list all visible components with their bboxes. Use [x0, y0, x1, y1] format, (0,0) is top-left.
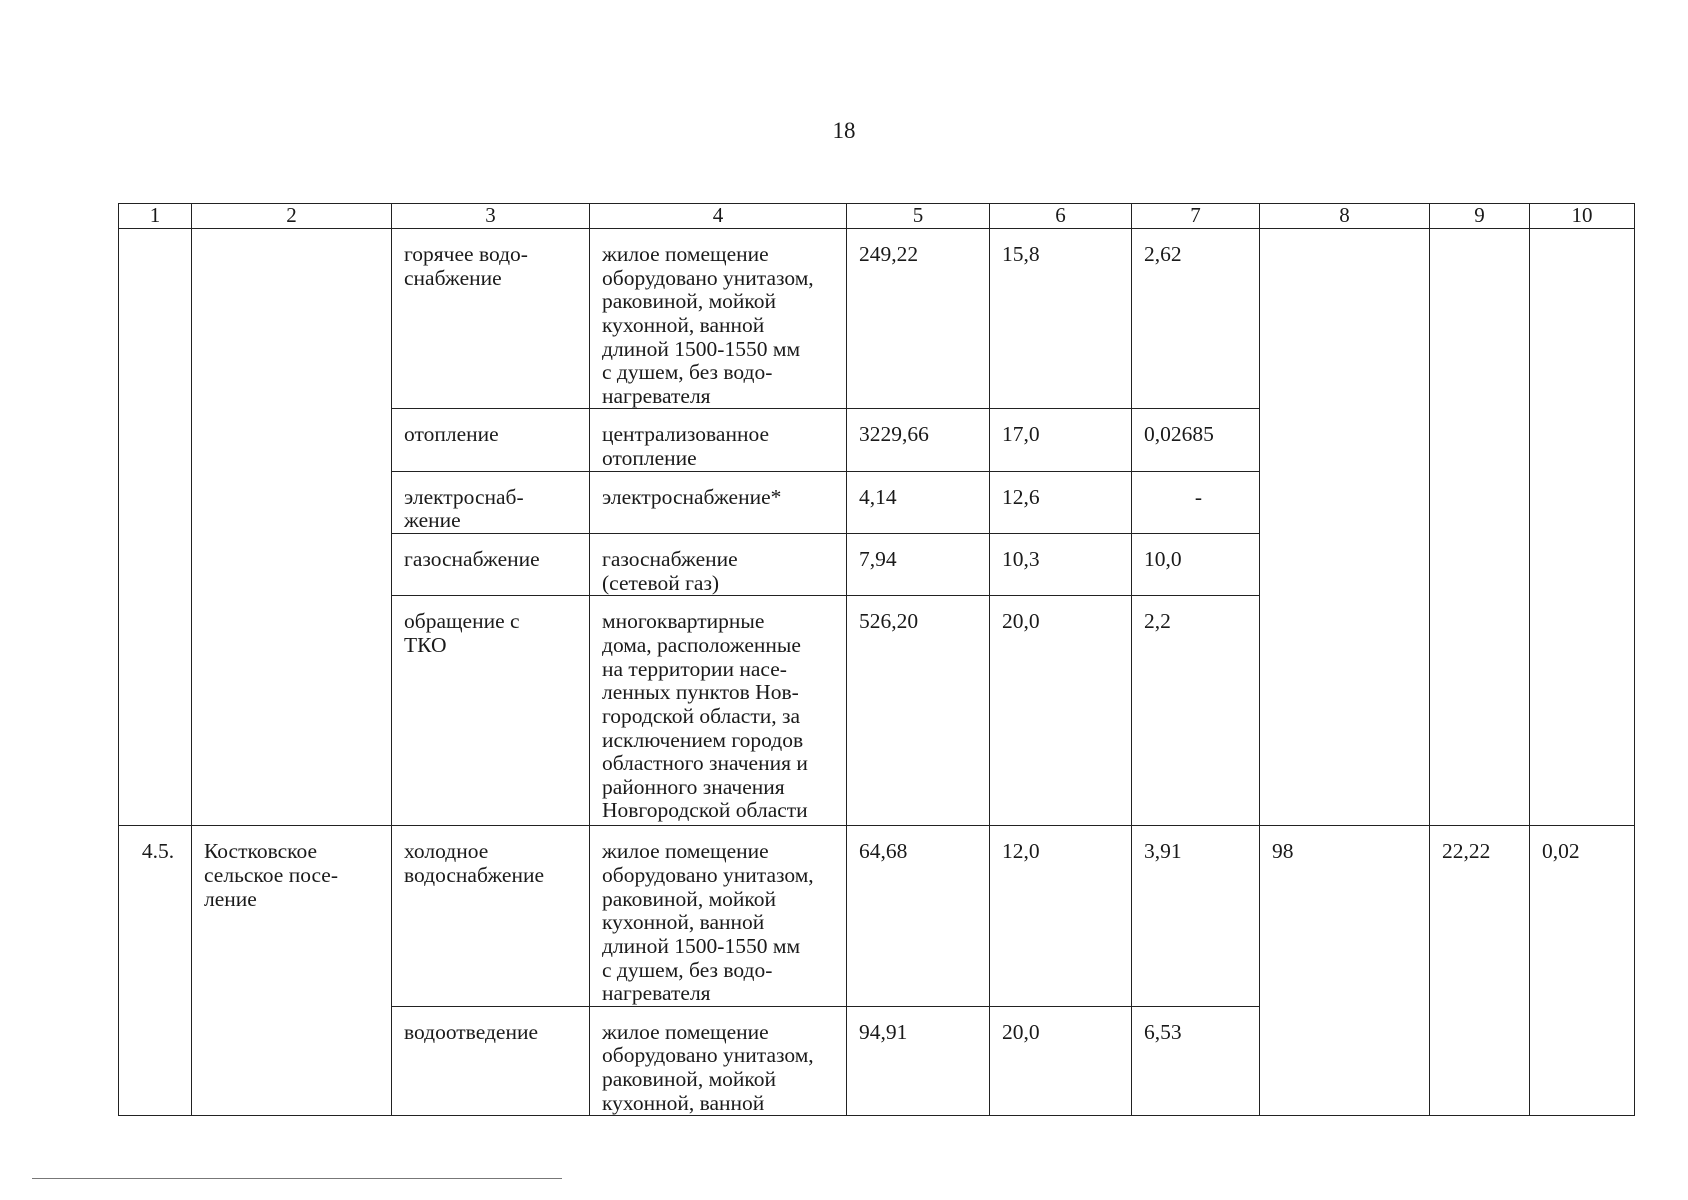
- service-cell: горячее водо- снабжение: [392, 229, 590, 409]
- column-number: 4: [590, 204, 847, 229]
- value-col10: 0,02: [1530, 826, 1635, 1116]
- tariff-table: [118, 203, 1635, 1116]
- value-col5: 526,20: [847, 596, 990, 826]
- service-cell: газоснабжение: [392, 534, 590, 596]
- value-col6: 10,3: [990, 534, 1132, 596]
- column-number: 5: [847, 204, 990, 229]
- column-number-row: [119, 204, 1635, 229]
- value-col9: [1430, 229, 1530, 826]
- settlement-cell: [192, 229, 392, 826]
- table-row: [119, 229, 1635, 409]
- settlement-cell: Костковское сельское посе- ление: [192, 826, 392, 1116]
- value-col5: 249,22: [847, 229, 990, 409]
- value-col7: 2,62: [1132, 229, 1260, 409]
- value-col7: 10,0: [1132, 534, 1260, 596]
- column-number: 9: [1430, 204, 1530, 229]
- value-col7: 2,2: [1132, 596, 1260, 826]
- value-col5: 64,68: [847, 826, 990, 1006]
- value-col5: 3229,66: [847, 409, 990, 471]
- row-number-cell: 4.5.: [119, 826, 192, 1116]
- value-col6: 12,6: [990, 471, 1132, 533]
- column-number: 6: [990, 204, 1132, 229]
- value-col5: 4,14: [847, 471, 990, 533]
- value-col9: 22,22: [1430, 826, 1530, 1116]
- value-col8: [1260, 229, 1430, 826]
- value-col6: 15,8: [990, 229, 1132, 409]
- description-cell: централизованное отопление: [590, 409, 847, 471]
- value-col7: 6,53: [1132, 1006, 1260, 1116]
- value-col6: 20,0: [990, 596, 1132, 826]
- service-cell: отопление: [392, 409, 590, 471]
- value-col7: 0,02685: [1132, 409, 1260, 471]
- description-cell: жилое помещение оборудовано унитазом, раковиной, мойкой кухонной, ванной длиной 1500-1550 мм с душем, без водо- нагревателя: [590, 826, 847, 1006]
- column-number: 7: [1132, 204, 1260, 229]
- value-col8: 98: [1260, 826, 1430, 1116]
- column-number: 8: [1260, 204, 1430, 229]
- table-row: [119, 826, 1635, 1006]
- service-cell: электроснаб- жение: [392, 471, 590, 533]
- service-cell: водоотведение: [392, 1006, 590, 1116]
- description-cell: жилое помещение оборудовано унитазом, раковиной, мойкой кухонной, ванной: [590, 1006, 847, 1116]
- value-col6: 12,0: [990, 826, 1132, 1006]
- column-number: 1: [119, 204, 192, 229]
- value-col6: 20,0: [990, 1006, 1132, 1116]
- column-number: 10: [1530, 204, 1635, 229]
- description-cell: газоснабжение (сетевой газ): [590, 534, 847, 596]
- value-col6: 17,0: [990, 409, 1132, 471]
- value-col7: 3,91: [1132, 826, 1260, 1006]
- row-number-cell: [119, 229, 192, 826]
- value-col10: [1530, 229, 1635, 826]
- column-number: 3: [392, 204, 590, 229]
- service-cell: холодное водоснабжение: [392, 826, 590, 1006]
- value-col5: 7,94: [847, 534, 990, 596]
- description-cell: многоквартирные дома, расположенные на территории насе- ленных пунктов Нов- городской области, за исключением городов областного значения и районного значения Новгородской области: [590, 596, 847, 826]
- value-col5: 94,91: [847, 1006, 990, 1116]
- service-cell: обращение с ТКО: [392, 596, 590, 826]
- description-cell: жилое помещение оборудовано унитазом, раковиной, мойкой кухонной, ванной длиной 1500-1550 мм с душем, без водо- нагревателя: [590, 229, 847, 409]
- footnote-separator: [32, 1178, 562, 1179]
- column-number: 2: [192, 204, 392, 229]
- description-cell: электроснабжение*: [590, 471, 847, 533]
- value-col7: -: [1132, 471, 1260, 533]
- page-number: 18: [832, 118, 856, 143]
